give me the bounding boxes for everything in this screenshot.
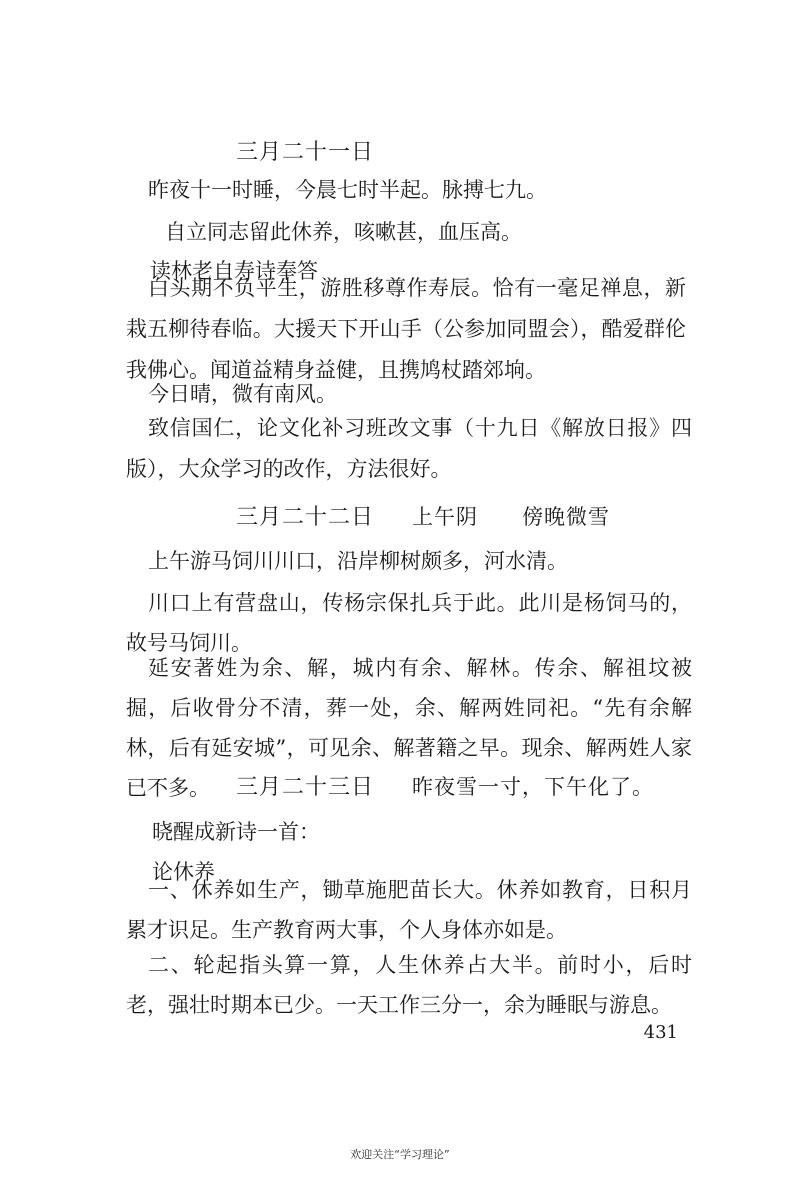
entry-date: 三月二十一日 xyxy=(236,140,375,165)
diary-paragraph xyxy=(126,945,692,1025)
diary-paragraph xyxy=(148,169,688,211)
paragraph-text: 延安著姓为余、解，城内有余、解林。传余、解祖坟被掘，后收骨分不清，葬一处，余、解两姓同祀。“先有余解林，后有延安城”，可见余、解著籍之早。现余、解两姓人家已不多。 xyxy=(126,656,692,800)
entry-date: 三月二十二日 xyxy=(236,505,375,530)
footer-caption: 欢迎关注“学习理论” xyxy=(350,1148,450,1161)
diary-paragraph xyxy=(126,870,692,950)
paragraph-text: 白头期不负平生，游胜移尊作寿辰。恰有一毫足禅息，新栽五柳待春临。大援天下开山手（公参加同盟会），酷爱群伦我佛心。闻道益精身益健，且携鸠杖踏郊垧。 xyxy=(126,276,686,382)
entry-date-heading xyxy=(236,500,610,531)
diary-paragraph xyxy=(148,540,678,582)
paragraph-text: 川口上有营盘山，传杨宗保扎兵于此。此川是杨饲马的，故号马饲川。 xyxy=(126,591,692,655)
diary-paragraph xyxy=(126,408,692,490)
paragraph-text: 二、轮起指头算一算，人生休养占大半。前时小，后时老，强壮时期本已少。一天工作三分一，余为睡眠与游息。 xyxy=(126,953,692,1017)
entry-date-heading xyxy=(236,770,654,801)
paragraph-text: 上午游马饲川川口，沿岸柳树颇多，河水清。 xyxy=(148,549,568,573)
weather-note: 昨夜雪一寸，下午化了。 xyxy=(412,775,655,799)
page-number: 431 xyxy=(643,1022,678,1043)
paragraph-text: 今日晴，微有南风。 xyxy=(148,382,337,406)
paragraph-text: 论休养 xyxy=(152,860,215,884)
paragraph-text: 一、休养如生产，锄草施肥苗长大。休养如教育，日积月累才识足。生产教育两大事，个人身体亦如是。 xyxy=(126,878,692,942)
paragraph-text: 读林老自寿诗奉答 xyxy=(150,259,318,283)
weather-note: 上午阴 傍晚微雪 xyxy=(412,505,611,529)
entry-date: 三月二十三日 xyxy=(236,775,375,800)
paragraph-text: 昨夜十一时睡，今晨七时半起。脉搏七九。 xyxy=(148,178,547,202)
diary-paragraph xyxy=(152,811,682,853)
paragraph-text: 晓醒成新诗一首： xyxy=(152,820,320,844)
diary-paragraph xyxy=(165,211,685,253)
entry-date-heading xyxy=(236,135,374,166)
paragraph-text: 自立同志留此休养，咳嗽甚，血压高。 xyxy=(165,220,522,244)
paragraph-text: 致信国仁，论文化补习班改文事（十九日《解放日报》四版），大众学习的改作，方法很好。 xyxy=(126,416,692,481)
